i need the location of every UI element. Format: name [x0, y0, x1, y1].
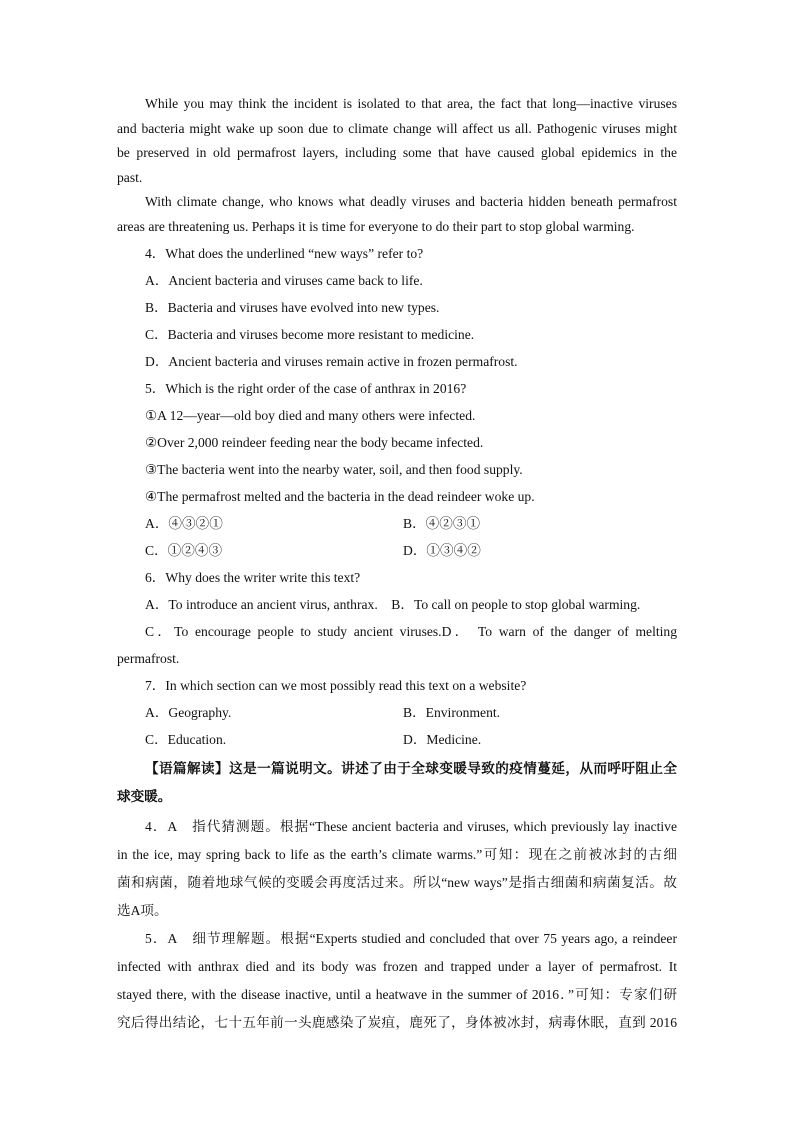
passage-line: be preserved in old permafrost layers, including some that have caused global epidemics in the [117, 145, 677, 160]
passage-line: past. [117, 169, 143, 185]
question-stem: 5．Which is the right order of the case of anthrax in 2016? [145, 381, 467, 396]
answer-5-line: stayed there, with the disease inactive, until a heatwave in the summer of 2016．”可知：专家们研 [117, 987, 677, 1002]
event-3: ③The bacteria went into the nearby water, soil, and then food supply. [145, 462, 523, 477]
options-cd-continued: permafrost. [117, 651, 180, 666]
options-row [117, 699, 677, 726]
event-2: ②Over 2,000 reindeer feeding near the body became infected. [145, 435, 484, 450]
analysis-intro-continued: 球变暖。 [117, 789, 172, 804]
passage-line: and bacteria might wake up soon due to climate change will affect us all. Pathogenic viruses might [117, 120, 677, 136]
options-cd: C．To encourage people to study ancient viruses.D． To warn of the danger of melting [145, 624, 677, 639]
option-d: D．Medicine. [403, 732, 482, 747]
answer-4-line: in the ice, may spring back to life as the earth’s climate warms.”可知：现在之前被冰封的古细 [117, 847, 677, 862]
option-a: A．Geography. [145, 705, 232, 720]
options-ab: A．To introduce an ancient virus, anthrax. B．To call on people to stop global warming. [145, 597, 641, 612]
option-c: C．Education. [145, 732, 227, 747]
option-b: B．④②③① [403, 516, 481, 531]
answer-5-line: 究后得出结论，七十五年前一头鹿感染了炭疽，鹿死了，身体被冰封，病毒休眠，直到 2016 [117, 1015, 677, 1030]
question-6 [117, 564, 677, 672]
option-b: B．Environment. [403, 705, 501, 720]
answer-5-line: 5．A 细节理解题。根据“Experts studied and concluded that over 75 years ago, a reindeer [145, 931, 677, 946]
analysis-intro-text: 这是一篇说明文。讲述了由于全球变暖导致的疫情蔓延，从而呼吁阻止全 [229, 761, 678, 776]
document-page [117, 92, 677, 1037]
option-a: A．Ancient bacteria and viruses came back to life. [145, 273, 423, 288]
answer-5-line: infected with anthrax died and its body was frozen and trapped under a layer of permafrost. It [117, 959, 677, 974]
question-stem: 4．What does the underlined “new ways” refer to? [145, 246, 424, 261]
answer-4-line: 选A项。 [117, 903, 168, 918]
option-d: D．①③④② [403, 543, 481, 558]
question-stem: 7．In which section can we most possibly read this text on a website? [145, 678, 527, 693]
option-d: D．Ancient bacteria and viruses remain active in frozen permafrost. [145, 354, 518, 369]
options-row [117, 726, 677, 753]
passage-line: With climate change, who knows what deadly viruses and bacteria hidden beneath permafrost [145, 194, 677, 209]
answer-4-line: 4．A 指代猜测题。根据“These ancient bacteria and viruses, which previously lay inactive [145, 819, 677, 834]
answer-4-line: 菌和病菌，随着地球气候的变暖会再度活过来。所以“new ways”是指古细菌和病菌复活。故 [117, 875, 677, 890]
question-stem: 6．Why does the writer write this text? [145, 570, 361, 585]
question-7 [117, 672, 677, 753]
question-5 [117, 375, 677, 564]
option-a: A．④③②① [145, 516, 223, 531]
options-row [117, 537, 677, 564]
passage-line: While you may think the incident is isolated to that area, the fact that long—inactive viruses [145, 96, 677, 111]
analysis [117, 755, 677, 1037]
option-c: C．Bacteria and viruses become more resistant to medicine. [145, 327, 475, 342]
question-4 [117, 240, 677, 375]
passage-line: areas are threatening us. Perhaps it is time for everyone to do their part to stop global warming. [117, 218, 635, 234]
analysis-intro [117, 755, 677, 783]
event-4: ④The permafrost melted and the bacteria in the dead reindeer woke up. [145, 489, 535, 504]
option-c: C．①②④③ [145, 543, 223, 558]
event-1: ①A 12—year—old boy died and many others were infected. [145, 408, 476, 423]
passage [117, 92, 677, 239]
option-b: B．Bacteria and viruses have evolved into new types. [145, 300, 440, 315]
analysis-label: 【语篇解读】 [145, 761, 230, 776]
options-row [117, 510, 677, 537]
